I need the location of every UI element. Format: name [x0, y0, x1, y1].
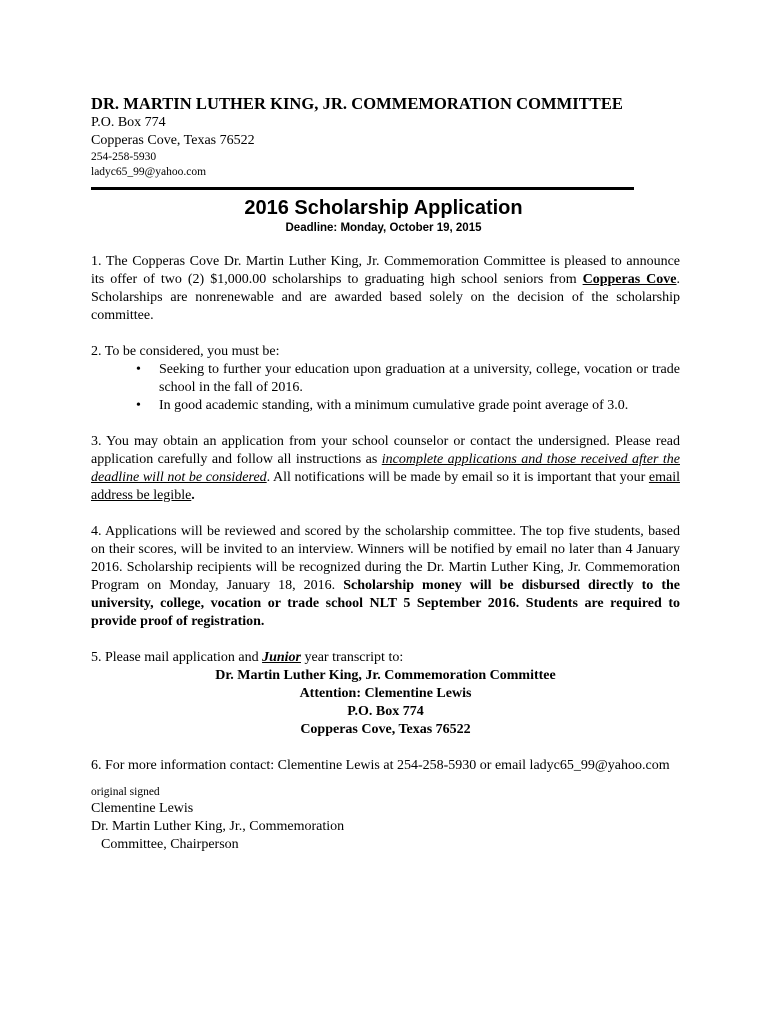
mailing-address-line: Dr. Martin Luther King, Jr. Commemoration Committee [215, 668, 556, 683]
paragraph-3-text-mid: . All notifications will be made by email so it is important that your [266, 470, 649, 485]
paragraph-5 [91, 649, 680, 667]
paragraph-1-text: 1. The Copperas Cove Dr. Martin Luther King, Jr. Commemoration Committee is pleased to announce its offer of two (2) $1,000.00 scholarships to graduating high school seniors from [91, 254, 680, 287]
deadline-line: Deadline: Monday, October 19, 2015 [285, 222, 482, 234]
signer-title: Dr. Martin Luther King, Jr., Commemoration [91, 819, 345, 834]
mailing-address-line: Attention: Clementine Lewis [299, 686, 472, 701]
list-item-text: Seeking to further your education upon graduation at a university, college, vocation or trade school in the fall of 2016. [159, 362, 680, 395]
paragraph-5-text-end: year transcript to: [300, 650, 404, 665]
copperas-cove-emphasis: Copperas Cove [582, 272, 677, 287]
paragraph-3-period: . [191, 488, 195, 503]
organization-name: DR. MARTIN LUTHER KING, JR. COMMEMORATION COMMITTEE [91, 94, 623, 113]
paragraph-3-text: 3. You may obtain an application from your school counselor or contact the undersigned. Please read application carefully and follow all instructions as [91, 434, 680, 467]
paragraph-1-text-end: . Scholarships are nonrenewable and are awarded based solely on the decision of the scholarship committee. [91, 272, 681, 323]
po-box: P.O. Box 774 [91, 115, 166, 130]
bullet-icon: • [136, 362, 141, 377]
list-item [91, 361, 680, 397]
document-body [91, 253, 680, 854]
signer-title-continued: Committee, Chairperson [101, 837, 239, 852]
paragraph-2-intro: 2. To be considered, you must be: [91, 344, 280, 359]
list-item-text: In good academic standing, with a minimum cumulative grade point average of 3.0. [159, 398, 629, 413]
contact-email: ladyc65_99@yahoo.com [91, 166, 207, 178]
eligibility-list [91, 361, 680, 415]
bullet-icon: • [136, 398, 141, 413]
mailing-address-line: Copperas Cove, Texas 76522 [300, 722, 471, 737]
paragraph-4 [91, 523, 680, 631]
phone-number: 254-258-5930 [91, 151, 157, 163]
mailing-address [91, 667, 680, 739]
junior-emphasis: Junior [262, 650, 301, 665]
paragraph-1 [91, 253, 680, 325]
paragraph-6: 6. For more information contact: Clementine Lewis at 254-258-5930 or email ladyc65_99@yahoo.com [91, 758, 670, 773]
email-legible-emphasis: email address be legible [91, 470, 680, 503]
paragraph-3 [91, 433, 680, 505]
list-item [91, 397, 680, 415]
paragraph-5-text: 5. Please mail application and [91, 650, 263, 665]
mailing-address-line: P.O. Box 774 [347, 704, 424, 719]
letterhead [91, 94, 671, 180]
signature-note: original signed [91, 786, 160, 798]
city-state-zip: Copperas Cove, Texas 76522 [91, 133, 255, 148]
page-title: 2016 Scholarship Application [244, 197, 523, 219]
disbursement-notice: Scholarship money will be disbursed directly to the university, college, vocation or trade school NLT 5 September 2016. Students are required to provide proof of registration. [91, 578, 680, 629]
header-rule [91, 187, 634, 190]
paragraph-4-text: 4. Applications will be reviewed and scored by the scholarship committee. The top five students, based on their scores, will be invited to an interview. Winners will be notified by email no later than 4 January 2016. Scholarship recipients will be recognized during the Dr. Martin Luther King, Jr. Commemoration Program on Monday, January 18, 2016. [91, 524, 680, 593]
signer-name: Clementine Lewis [91, 801, 194, 816]
incomplete-applications-warning: incomplete applications and those received after the deadline will not be considered [91, 452, 680, 485]
